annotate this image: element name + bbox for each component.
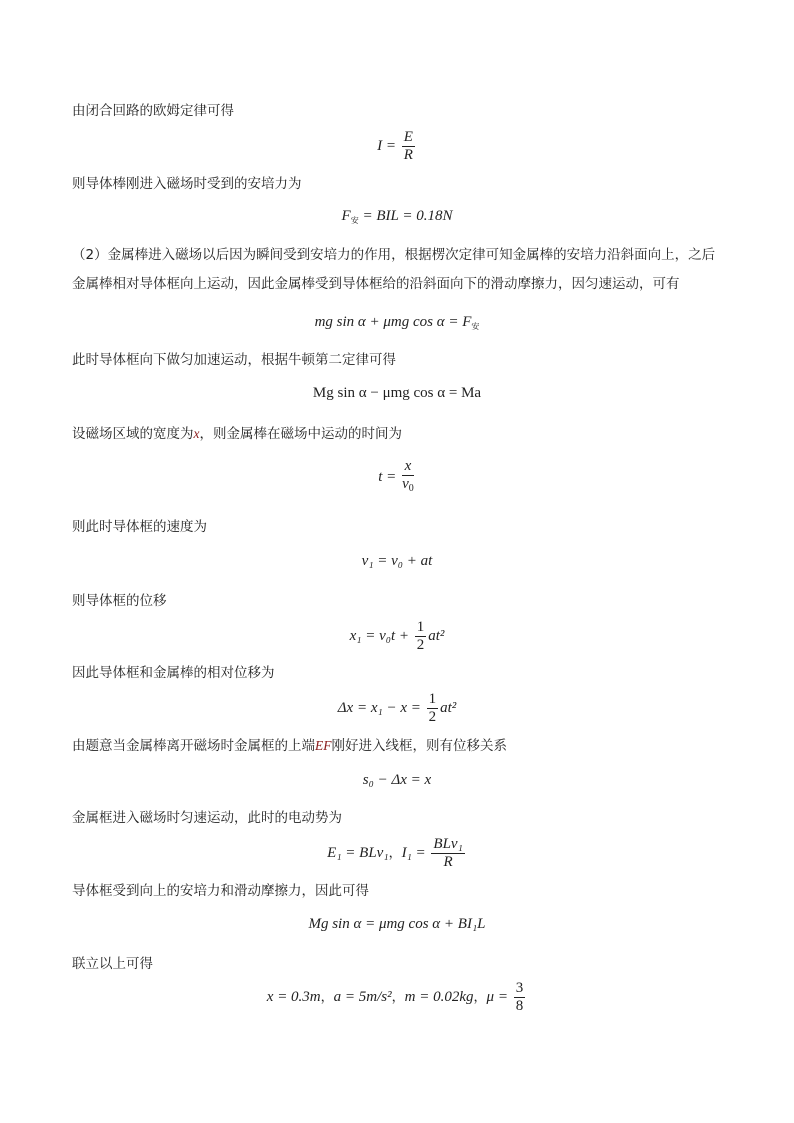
fraction-three-eighths: $\frac{3}{8}$ (515, 980, 524, 1014)
equation-rod-balance: mg sin α + μmg $\cos \alpha = F_安$ (314, 314, 480, 331)
text-line-ampere-force: 则导体棒刚进入磁场时受到的安培力为 (72, 176, 302, 192)
equation-relative-displacement: Δx = x₁ − x = $\frac{1}{2}$ at² (337, 691, 457, 725)
text-line-frame-displacement: 则导体框的位移 (72, 593, 167, 609)
text-line-emf: 金属框进入磁场时匀速运动，此时的电动势为 (72, 810, 342, 826)
equation-frame-balance: Mg sin α = μmg cos α + BI₁L (308, 916, 486, 932)
paragraph-part-2: （2）金属棒进入磁场以后因为瞬间受到安培力的作用，根据楞次定律可知金属棒的安培力沿斜面向上，之后金属棒相对导体框向上运动，因此金属棒受到导体框给的沿斜面向下的滑动摩擦力，因匀速运动，可有 (72, 247, 716, 292)
equation-emf-current: E₁ = BLv₁，I₁ = $\frac{\text{BLv₁}}{R}$ (327, 836, 463, 870)
text-line-combine: 联立以上可得 (72, 956, 153, 972)
text-line-ohm-law: 由闭合回路的欧姆定律可得 (72, 103, 234, 119)
fraction-one-half: $\frac{1}{2}$ (416, 619, 425, 653)
equation-displacement: x₁ = v₀t + $\frac{1}{2}$ at² (349, 619, 445, 653)
equation-time: t = $\frac{x}{v_0}$ (0, 458, 794, 497)
equation-frame-motion: Mg sin α − μmg cos α = Ma (312, 385, 482, 401)
fraction-e-over-r: $\frac{E}{R}$ (403, 129, 413, 163)
equation-position-relation: s₀ − Δx = x (362, 772, 432, 788)
fraction-one-half: $\frac{1}{2}$ (428, 691, 437, 725)
fraction-x-over-v0: $\frac{x}{v_0}$ (402, 458, 414, 494)
text-line-relative-displacement: 因此导体框和金属棒的相对位移为 (72, 665, 275, 681)
equation-ampere-force: $F_安$ = BIL = 0.18N (341, 208, 453, 225)
text-line-frame-velocity: 则此时导体框的速度为 (72, 519, 207, 535)
equation-current: I = $\frac{E}{R}$ (377, 129, 413, 163)
equation-final-results: x = 0.3m，a = 5m/s²，m = 0.02kg，μ = $\frac{3}{8}$ (266, 980, 524, 1014)
text-line-field-width: 设磁场区域的宽度为x，则金属棒在磁场中运动的时间为 (72, 426, 402, 442)
fraction-blv1-over-r: $\frac{\text{BLv₁}}{R}$ (433, 836, 463, 870)
text-line-frame-forces: 导体框受到向上的安培力和滑动摩擦力，因此可得 (72, 883, 369, 899)
text-line-newton-second-law: 此时导体框向下做匀加速运动，根据牛顿第二定律可得 (72, 352, 396, 368)
text-line-displacement-relation: 由题意当金属棒离开磁场时金属框的上端EF刚好进入线框，则有位移关系 (72, 738, 507, 754)
variable-ef: EF (315, 738, 332, 753)
variable-x: x (193, 426, 200, 441)
equation-velocity: v₁ = v₀ + at (361, 553, 433, 569)
